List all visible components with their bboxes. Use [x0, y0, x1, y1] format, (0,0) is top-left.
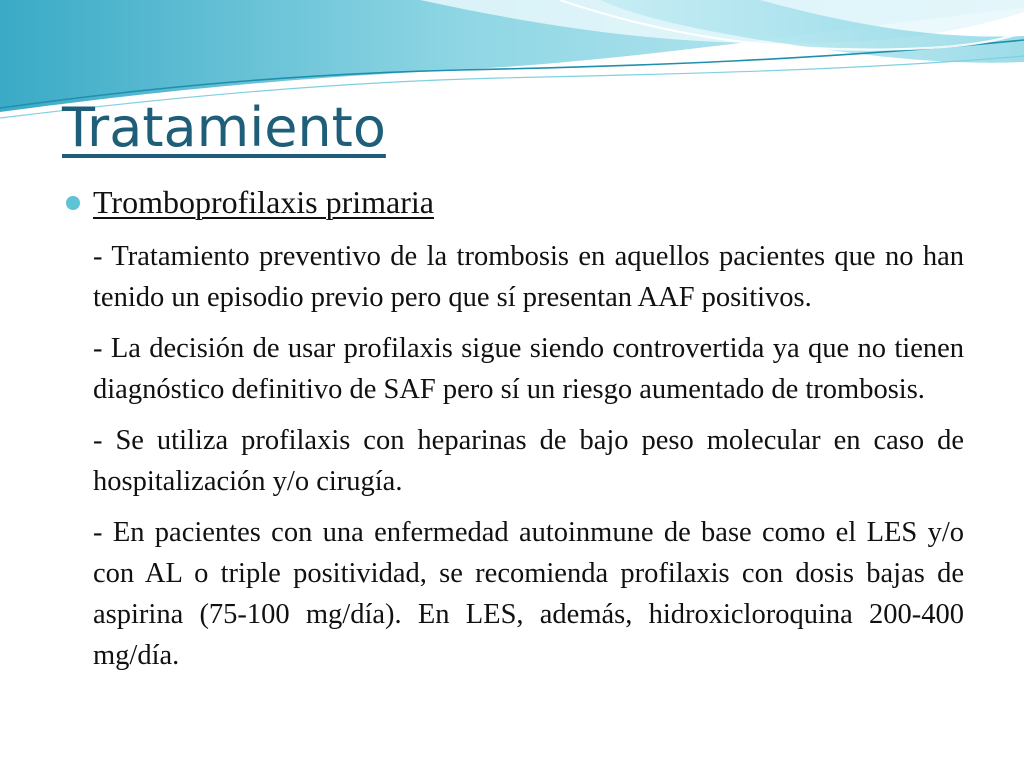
paragraph-list — [93, 236, 964, 676]
paragraph: - En pacientes con una enfermedad autoinmune de base como el LES y/o con AL o triple positividad, se recomienda profilaxis con dosis bajas de aspirina (75-100 mg/día). En LES, además, hidroxicloroquina 200-400 mg/día. — [93, 517, 964, 671]
slide-content — [62, 182, 964, 686]
bullet-heading: Tromboprofilaxis primaria — [93, 184, 434, 220]
bullet-dot-icon — [66, 196, 80, 210]
paragraph: - La decisión de usar profilaxis sigue siendo controvertida ya que no tienen diagnóstico definitivo de SAF pero sí un riesgo aumentado de trombosis. — [93, 333, 964, 405]
paragraph: - Se utiliza profilaxis con heparinas de bajo peso molecular en caso de hospitalización y/o cirugía. — [93, 425, 964, 497]
paragraph: - Tratamiento preventivo de la trombosis en aquellos pacientes que no han tenido un episodio previo pero que sí presentan AAF positivos. — [93, 241, 964, 313]
bullet-item — [62, 182, 964, 226]
slide-title: Tratamiento — [62, 96, 386, 159]
